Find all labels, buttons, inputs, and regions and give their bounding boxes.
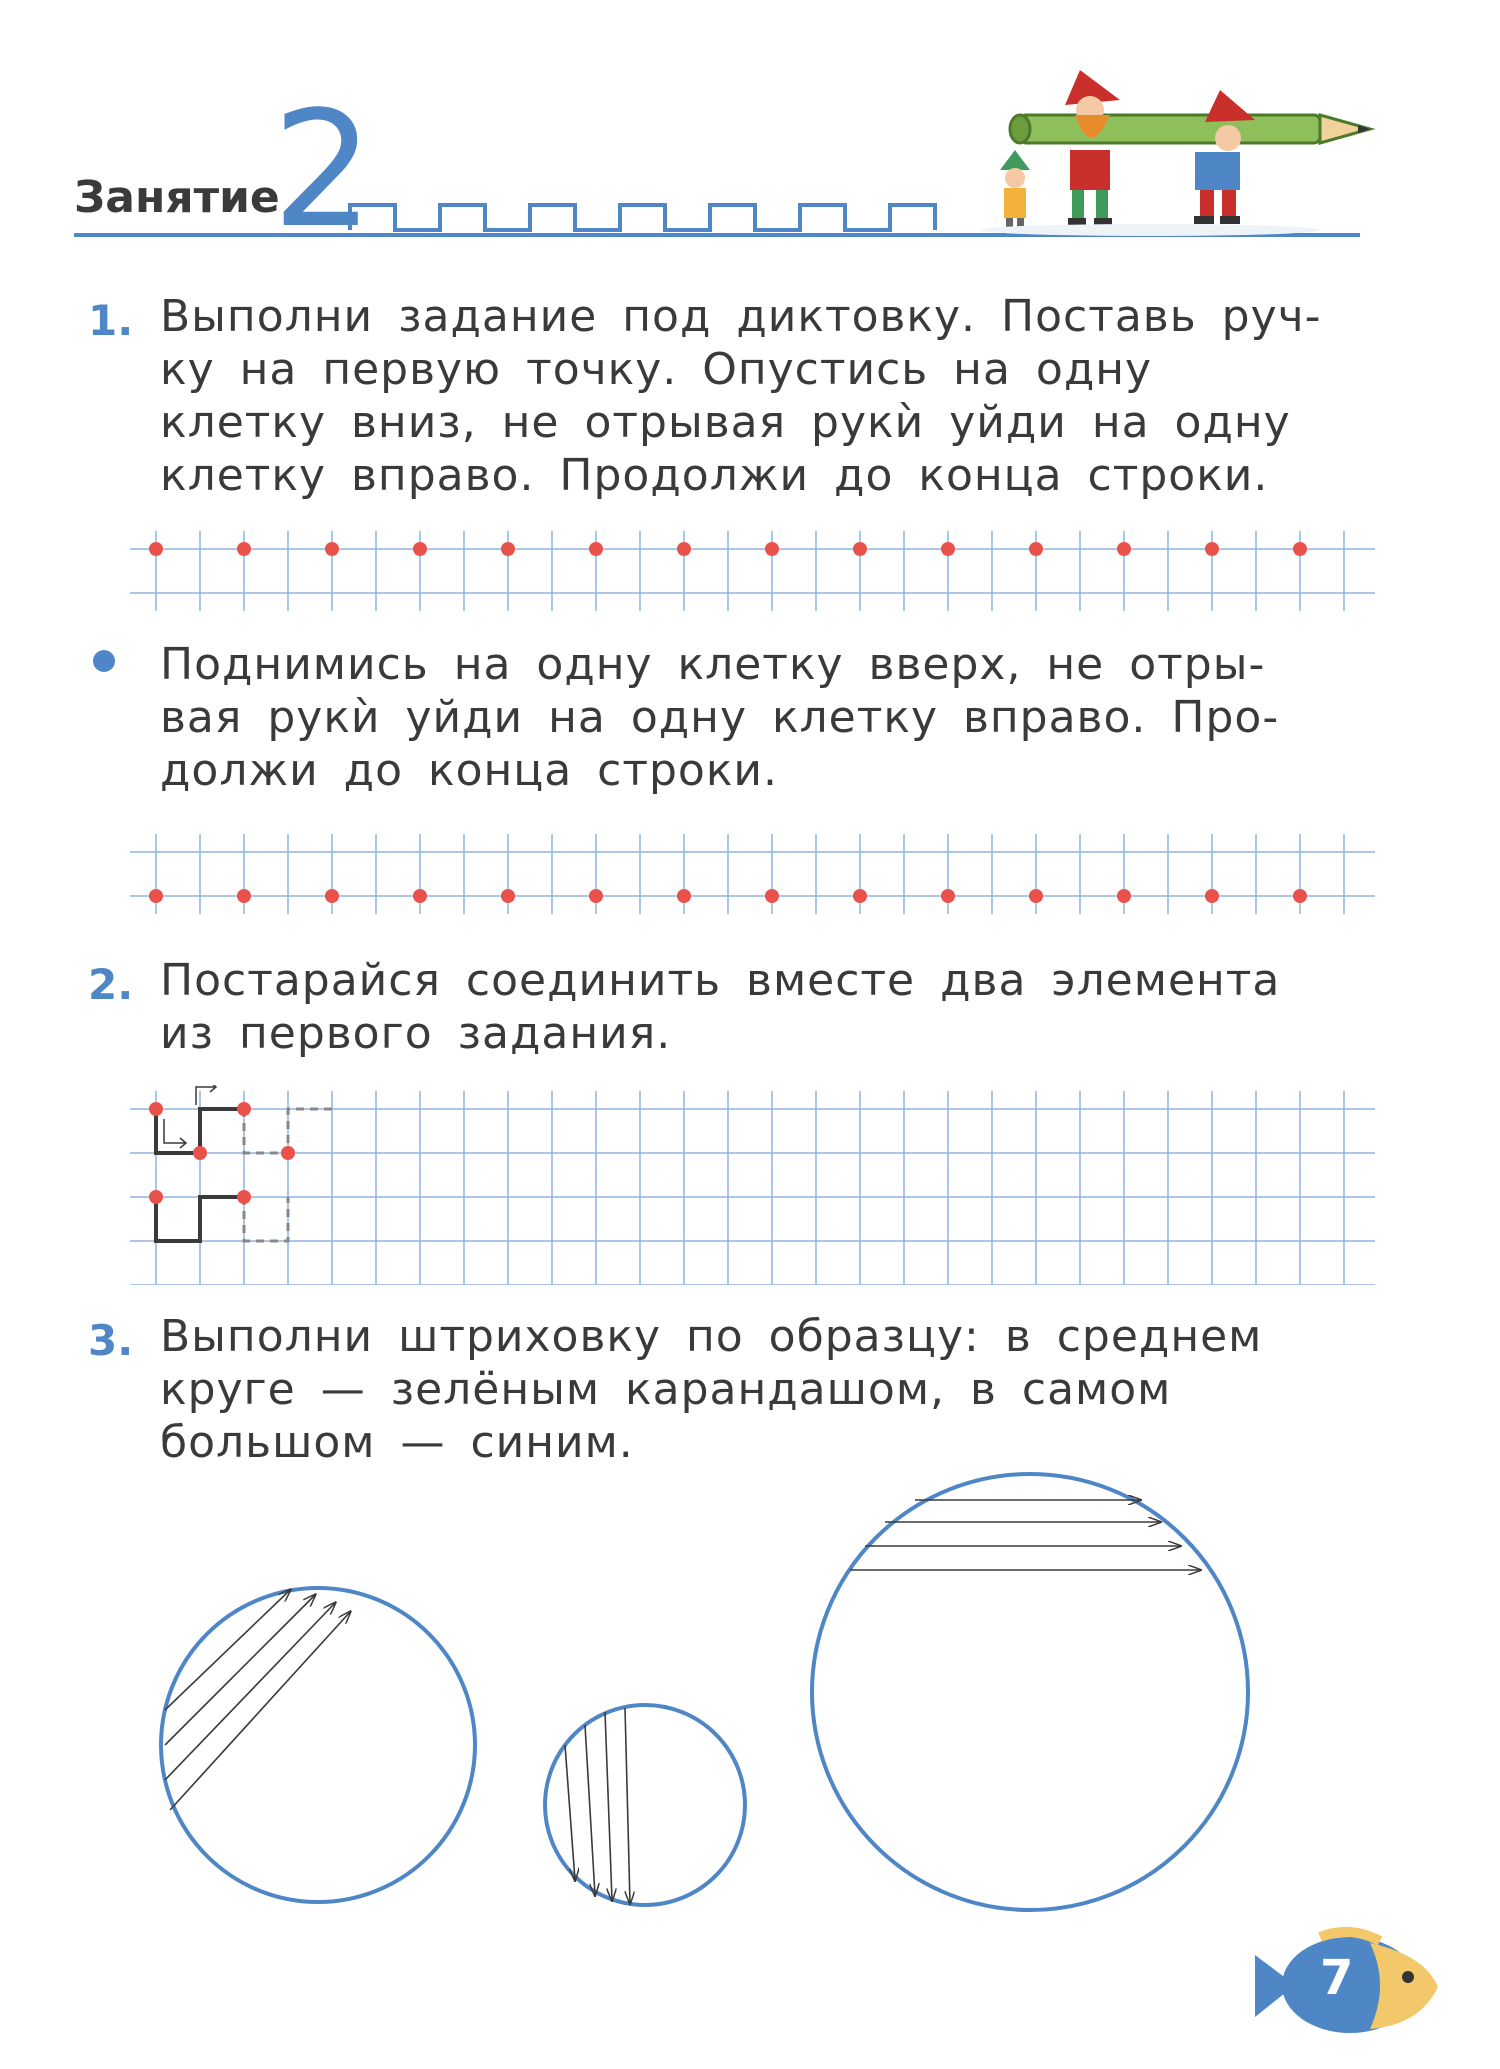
- start-dot: [413, 889, 427, 903]
- start-dot: [677, 542, 691, 556]
- task-1b-line: должи до конца строки.: [160, 745, 779, 796]
- start-dot: [1293, 542, 1307, 556]
- start-dot: [1293, 889, 1307, 903]
- task-3-line: круге — зелёным карандашом, в самом: [160, 1364, 1172, 1415]
- task-2-line: Постарайся соединить вместе два элемента: [160, 955, 1281, 1006]
- start-dot: [1117, 542, 1131, 556]
- start-dot: [501, 542, 515, 556]
- task-1-line: Выполни задание под диктовку. Поставь руч-: [160, 291, 1322, 342]
- task-2-text: [160, 954, 1355, 1060]
- gnomes-pencil-illustration: [970, 60, 1390, 240]
- start-dot: [237, 1102, 251, 1116]
- start-dot: [1205, 889, 1219, 903]
- start-dot: [193, 1146, 207, 1160]
- start-dot: [413, 542, 427, 556]
- start-dot: [853, 889, 867, 903]
- task-2-number: 2.: [88, 960, 134, 1009]
- dashed-guide: [244, 1197, 288, 1241]
- start-dot: [149, 1102, 163, 1116]
- start-dot: [237, 1190, 251, 1204]
- combine-grid[interactable]: [130, 1085, 1380, 1285]
- task-3-text: [160, 1310, 1355, 1469]
- start-dot: [281, 1146, 295, 1160]
- task-1b-text: [160, 638, 1355, 797]
- start-dot: [501, 889, 515, 903]
- start-dot: [941, 889, 955, 903]
- start-dot: [853, 542, 867, 556]
- start-dot: [765, 889, 779, 903]
- arrow-icon: [164, 1119, 186, 1148]
- small-circle[interactable]: [161, 1588, 475, 1902]
- task-1-line: клетку вправо. Продолжи до конца строки.: [160, 450, 1269, 501]
- task-3-line: большом — синим.: [160, 1417, 634, 1468]
- hatching-circles: [0, 1450, 1500, 1930]
- task-2-line: из первого задания.: [160, 1008, 672, 1059]
- start-dot: [677, 889, 691, 903]
- start-dot: [1029, 542, 1043, 556]
- task-3-line: Выполни штриховку по образцу: в среднем: [160, 1311, 1263, 1362]
- task-1-line: ку на первую точку. Опустись на одну: [160, 344, 1153, 395]
- start-dot: [941, 542, 955, 556]
- lesson-number: 2: [272, 76, 374, 263]
- start-dot: [1029, 889, 1043, 903]
- start-dot: [149, 542, 163, 556]
- task-1-number: 1.: [88, 296, 134, 345]
- start-dot: [149, 889, 163, 903]
- start-dot: [589, 889, 603, 903]
- task-1b-line: Поднимись на одну клетку вверх, не отры-: [160, 639, 1266, 690]
- task-1-line: клетку вниз, не отрывая рукѝ уйди на одну: [160, 397, 1291, 448]
- large-circle[interactable]: [812, 1474, 1248, 1910]
- start-dot: [765, 542, 779, 556]
- bullet-marker: [93, 650, 115, 672]
- task-1b-line: вая рукѝ уйди на одну клетку вправо. Про-: [160, 692, 1280, 743]
- start-dot: [237, 542, 251, 556]
- start-dot: [237, 889, 251, 903]
- start-dot: [589, 542, 603, 556]
- arrow-icon: [196, 1085, 216, 1105]
- task-3-number: 3.: [88, 1316, 134, 1365]
- start-dot: [149, 1190, 163, 1204]
- sample-pattern: [156, 1197, 244, 1241]
- start-dot: [1117, 889, 1131, 903]
- dictation-grid-1[interactable]: [130, 525, 1380, 625]
- start-dot: [1205, 542, 1219, 556]
- lesson-title: Занятие: [74, 172, 280, 223]
- dictation-grid-2[interactable]: [130, 820, 1380, 920]
- start-dot: [325, 889, 339, 903]
- page-number: 7: [1320, 1950, 1354, 2006]
- start-dot: [325, 542, 339, 556]
- task-1-text: [160, 290, 1355, 502]
